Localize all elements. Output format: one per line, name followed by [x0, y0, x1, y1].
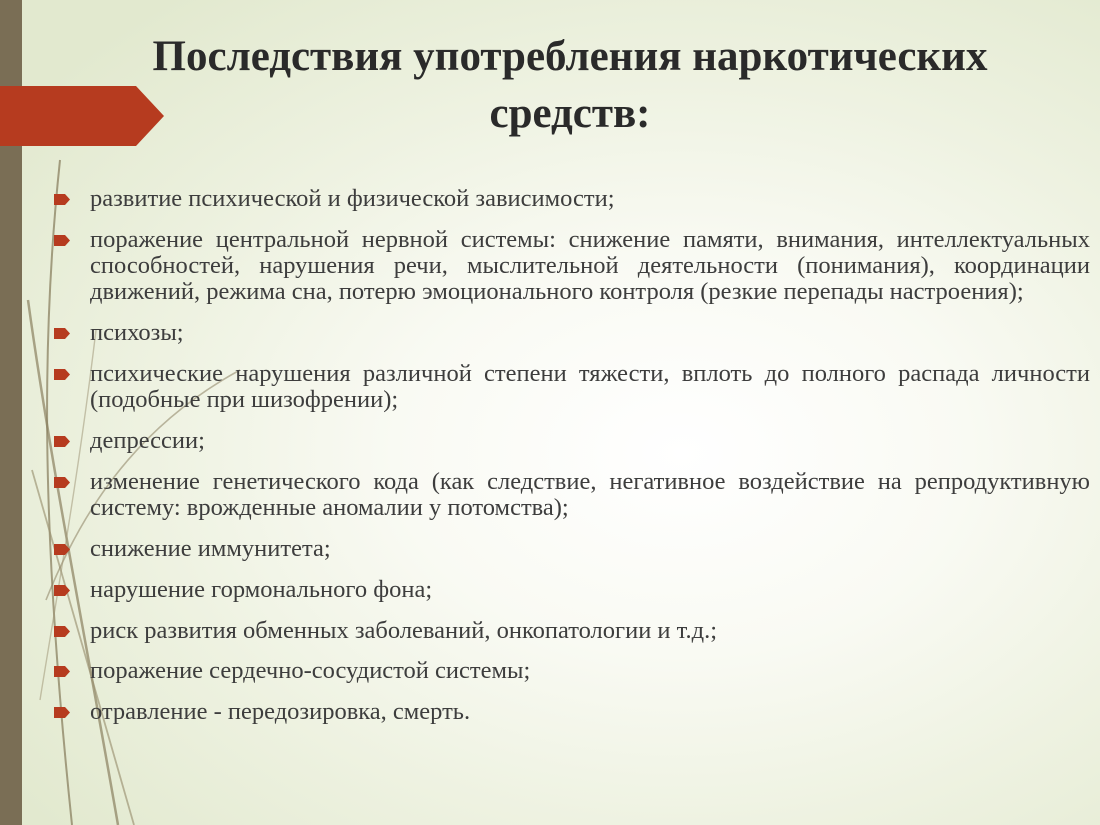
bullet-text: нарушение гормонального фона; [90, 575, 433, 603]
arrow-bullet-icon [54, 235, 70, 246]
bullet-text: поражение центральной нервной системы: снижение памяти, внимания, интеллектуальных способностей, нарушения речи, мыслительной деятельности (понимания), координации движений, режима сна, потерю эмоционального контроля (резкие перепады настроения); [90, 225, 1090, 306]
arrow-bullet-icon [54, 585, 70, 596]
arrow-bullet-icon [54, 626, 70, 637]
list-item [46, 469, 1090, 522]
list-item [46, 577, 1090, 603]
bullet-text: риск развития обменных заболеваний, онкопатологии и т.д.; [90, 616, 718, 644]
list-item [46, 699, 1090, 725]
bullet-text: поражение сердечно-сосудистой системы; [90, 657, 531, 685]
arrow-bullet-icon [54, 194, 70, 205]
bullet-text: депрессии; [90, 427, 205, 455]
bullet-list [46, 186, 1090, 725]
list-item [46, 618, 1090, 644]
bullet-text: психозы; [90, 319, 184, 347]
arrow-bullet-icon [54, 477, 70, 488]
arrow-bullet-icon [54, 666, 70, 677]
list-item [46, 227, 1090, 306]
bullet-text: снижение иммунитета; [90, 534, 331, 562]
list-item [46, 320, 1090, 346]
arrow-bullet-icon [54, 436, 70, 447]
list-item [46, 361, 1090, 414]
arrow-bullet-icon [54, 707, 70, 718]
list-item [46, 186, 1090, 212]
list-item [46, 658, 1090, 684]
list-item [46, 428, 1090, 454]
bullet-text: психические нарушения различной степени тяжести, вплоть до полного распада личности (подобные при шизофрении); [90, 359, 1090, 414]
list-item [46, 536, 1090, 562]
arrow-bullet-icon [54, 328, 70, 339]
bullet-text: развитие психической и физической зависимости; [90, 185, 615, 212]
bullet-text: отравление - передозировка, смерть. [90, 698, 471, 726]
bullet-text: изменение генетического кода (как следствие, негативное воздействие на репродуктивную систему: врожденные аномалии у потомства); [90, 467, 1090, 522]
arrow-bullet-icon [54, 369, 70, 380]
arrow-bullet-icon [54, 544, 70, 555]
slide-title: Последствия употребления наркотических средств: [152, 33, 988, 137]
